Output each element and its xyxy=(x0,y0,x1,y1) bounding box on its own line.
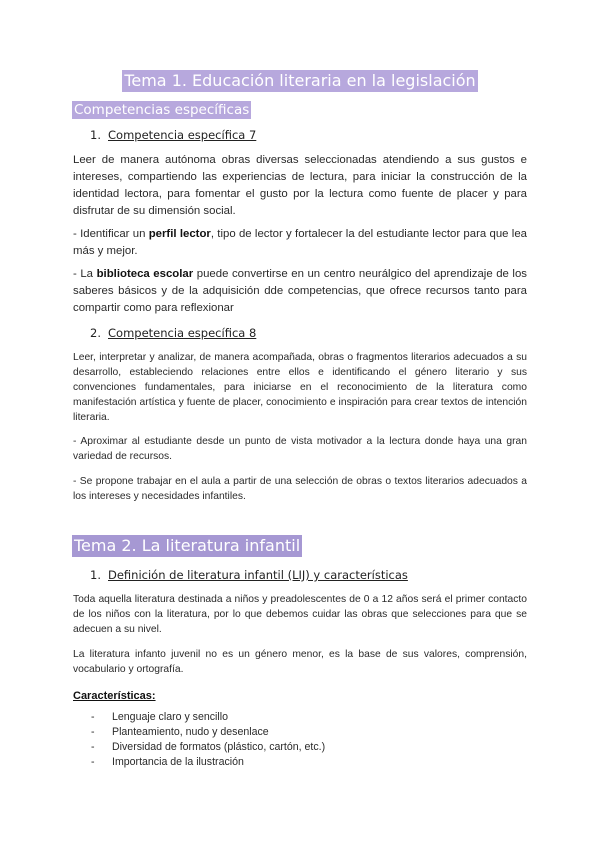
comp7-point2-post: puede convertirse en un centro neurálgico del aprendizaje de los saberes básicos y de la adquisición dde competencias, que ofrece recursos tanto para compartir como para reflexionar xyxy=(73,268,527,314)
comp8-title: Competencia específica 8 xyxy=(108,326,257,340)
competencias-heading: Competencias específicas xyxy=(74,102,250,118)
list-item xyxy=(91,710,325,725)
dash-bullet: - xyxy=(91,711,95,723)
comp7-point2-pre: - La xyxy=(73,268,97,280)
list-item xyxy=(91,740,325,755)
dash-bullet: - xyxy=(91,726,95,738)
definicion-heading xyxy=(90,567,408,583)
tema1-title: Tema 1. Educación literaria en la legislación xyxy=(124,71,476,90)
comp7-point-biblioteca xyxy=(73,266,527,317)
comp7-heading xyxy=(90,127,256,143)
caracteristicas-list xyxy=(91,710,325,770)
comp8-paragraph: Leer, interpretar y analizar, de manera acompañada, obras o fragmentos literarios adecuados a su desarrollo, estableciendo relaciones entre ellos e identificando el género literario y sus convenciones fundamentales, para iniciarse en el reconocimiento de la literatura como manifestación artística y fuente de placer, conocimiento e inspiración para crear textos de intención literaria. xyxy=(73,352,527,423)
definicion-paragraph-1: Toda aquella literatura destinada a niños y preadolescentes de 0 a 12 años será el primer contacto de los niños con la literatura, por lo que debemos cuidar las obras que selecciones para que se adecuen a su nivel. xyxy=(73,594,527,635)
perfil-lector-bold: perfil lector xyxy=(148,228,211,240)
tema2-title: Tema 2. La literatura infantil xyxy=(74,536,301,555)
comp7-title: Competencia específica 7 xyxy=(108,128,257,142)
list-item xyxy=(91,725,325,740)
definicion-number: 1. xyxy=(90,568,101,582)
dash-bullet: - xyxy=(91,741,95,753)
comp8-point-propone: - Se propone trabajar en el aula a partir de una selección de obras o textos literarios adecuados a los intereses y necesidades infantiles. xyxy=(73,476,527,502)
comp7-point1-pre: - Identificar un xyxy=(73,228,149,240)
list-item xyxy=(91,755,325,770)
comp7-point1-post: , tipo de lector y fortalecer la del estudiante lector para que lea más y mejor. xyxy=(73,228,527,257)
comp8-heading xyxy=(90,325,256,341)
list-item-text: Diversidad de formatos (plástico, cartón, etc.) xyxy=(112,741,326,753)
tema1-heading-row xyxy=(0,70,600,94)
tema2-heading-row xyxy=(72,535,302,559)
definicion-paragraph-2: La literatura infanto juvenil no es un género menor, es la base de sus valores, comprensión, vocabulario y ortografía. xyxy=(73,649,527,675)
definicion-title: Definición de literatura infantil (LIJ) y características xyxy=(108,568,408,582)
comp8-number: 2. xyxy=(90,326,101,340)
comp7-point-perfil xyxy=(73,226,527,260)
list-item-text: Importancia de la ilustración xyxy=(112,756,244,768)
dash-bullet: - xyxy=(91,756,95,768)
biblioteca-escolar-bold: biblioteca escolar xyxy=(96,268,194,280)
comp7-number: 1. xyxy=(90,128,101,142)
list-item-text: Planteamiento, nudo y desenlace xyxy=(112,726,269,738)
comp8-point-aproximar: - Aproximar al estudiante desde un punto de vista motivador a la lectura donde haya una gran variedad de recursos. xyxy=(73,436,527,462)
list-item-text: Lenguaje claro y sencillo xyxy=(112,711,229,723)
caracteristicas-heading: Características: xyxy=(73,690,156,702)
comp7-paragraph: Leer de manera autónoma obras diversas seleccionadas atendiendo a sus gustos e intereses, compartiendo las experiencias de lectura, para iniciar la construcción de la identidad lectora, para fomentar el gusto por la lectura como fuente de placer y para disfrutar de su dimensión social. xyxy=(73,154,527,217)
